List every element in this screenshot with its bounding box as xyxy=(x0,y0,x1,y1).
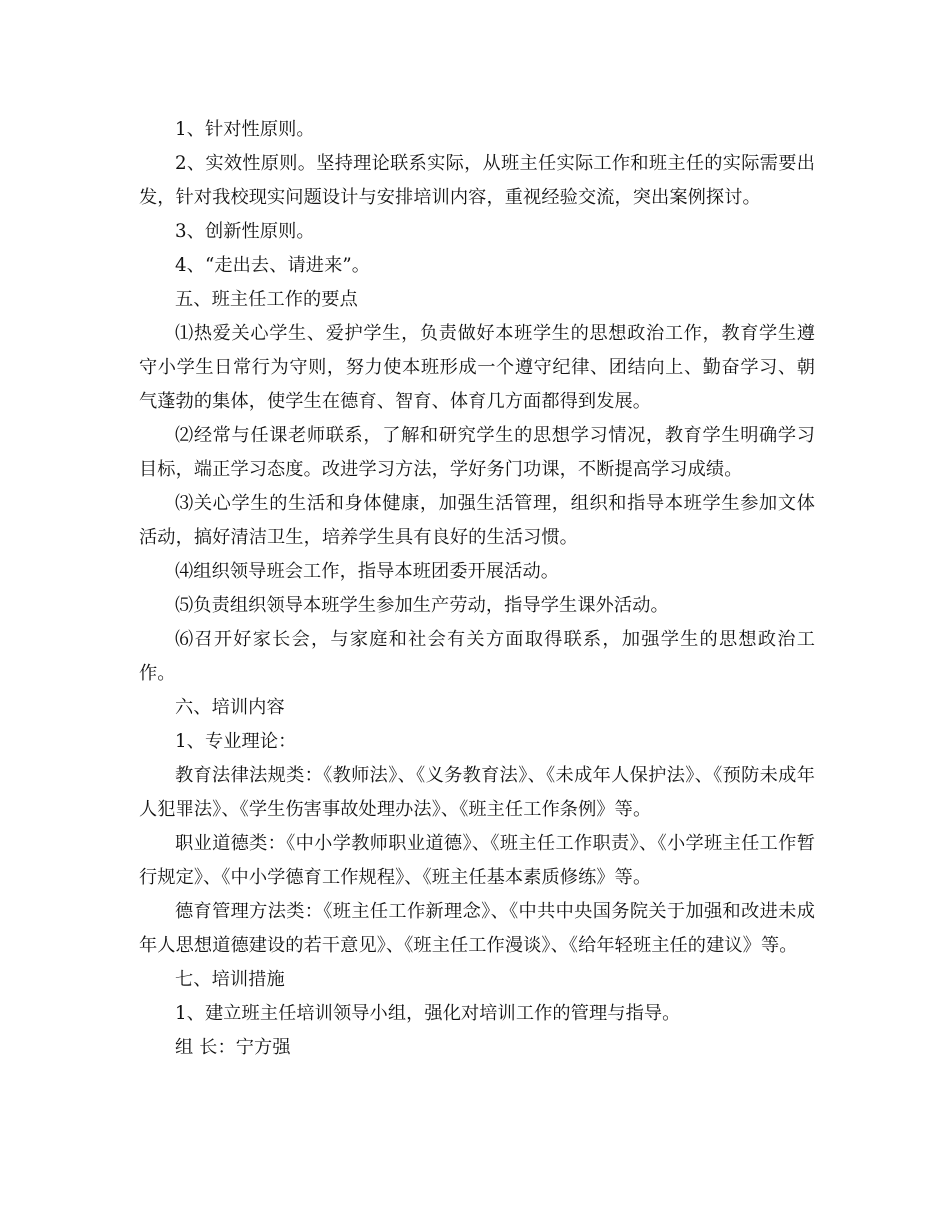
key-point-1: ⑴热爱关心学生、爱护学生，负责做好本班学生的思想政治工作，教育学生遵守小学生日常行为守则，努力使本班形成一个遵守纪律、团结向上、勤奋学习、朝气蓬勃的集体，使学生在德育、智育、体育几方面都得到发展。 xyxy=(139,323,815,412)
subheading-professional-theory: 1、专业理论： xyxy=(175,731,297,752)
section-heading-training-content: 六、培训内容 xyxy=(175,697,285,718)
key-point-6: ⑹召开好家长会，与家庭和社会有关方面取得联系，加强学生的思想政治工作。 xyxy=(139,629,815,684)
key-point-5: ⑸负责组织领导本班学生参加生产劳动，指导学生课外活动。 xyxy=(175,595,669,616)
principle-innovation: 3、创新性原则。 xyxy=(175,221,315,242)
group-leader: 组 长：宁方强 xyxy=(175,1037,291,1058)
key-point-4: ⑷组织领导班会工作，指导本班团委开展活动。 xyxy=(175,561,560,582)
document-body xyxy=(139,113,815,1065)
principle-go-out-invite-in: 4、“走出去、请进来”。 xyxy=(175,255,371,276)
key-point-3: ⑶关心学生的生活和身体健康，加强生活管理，组织和指导本班学生参加文体活动，搞好清洁卫生，培养学生具有良好的生活习惯。 xyxy=(139,493,815,548)
section-heading-training-measures: 七、培训措施 xyxy=(175,969,285,990)
professional-ethics-list: 职业道德类：《中小学教师职业道德》、《班主任工作职责》、《小学班主任工作暂行规定》、《中小学德育工作规程》、《班主任基本素质修练》等。 xyxy=(139,833,815,888)
key-point-2: ⑵经常与任课老师联系，了解和研究学生的思想学习情况，教育学生明确学习目标，端正学习态度。改进学习方法，学好务门功课，不断提高学习成绩。 xyxy=(139,425,815,480)
moral-education-methods-list: 德育管理方法类：《班主任工作新理念》、《中共中央国务院关于加强和改进未成年人思想道德建设的若干意见》、《班主任工作漫谈》、《给年轻班主任的建议》等。 xyxy=(139,901,815,956)
section-heading-key-points: 五、班主任工作的要点 xyxy=(175,289,358,310)
law-regulations-list: 教育法律法规类：《教师法》、《义务教育法》、《未成年人保护法》、《预防未成年人犯罪法》、《学生伤害事故处理办法》、《班主任工作条例》等。 xyxy=(139,765,815,820)
principle-targeted: 1、针对性原则。 xyxy=(175,119,315,140)
measure-1: 1、建立班主任培训领导小组，强化对培训工作的管理与指导。 xyxy=(175,1003,681,1024)
principle-effectiveness: 2、实效性原则。坚持理论联系实际，从班主任实际工作和班主任的实际需要出发，针对我校现实问题设计与安排培训内容，重视经验交流，突出案例探讨。 xyxy=(139,153,815,208)
